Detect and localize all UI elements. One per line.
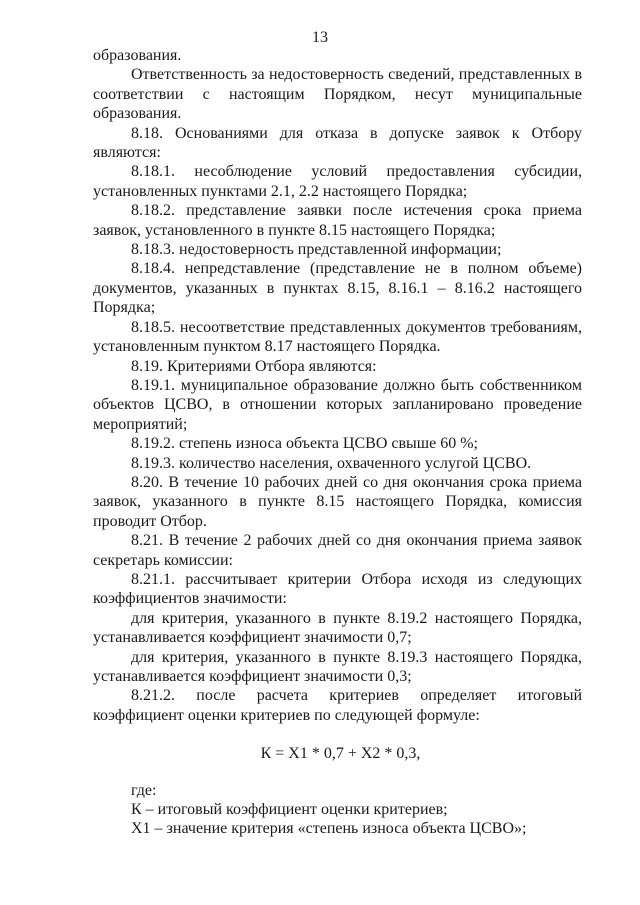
paragraph: К – итоговый коэффициент оценки критериев; [131,801,448,819]
paragraph: где: [131,781,157,799]
paragraph: Х1 – значение критерия «степень износа объекта ЦСВО»; [131,820,527,838]
paragraph: 8.21.1. рассчитывает критерии Отбора исходя из следующих коэффициентов значимости: [93,570,582,608]
paragraph: 8.19. Критериями Отбора являются: [131,357,377,375]
paragraph: 8.21.2. после расчета критериев определяет итоговый коэффициент оценки критериев по следующей формуле: [93,687,582,724]
paragraph: 8.19.1. муниципальное образование должно быть собственником объектов ЦСВО, в отношении которых запланировано проведение мероприятий; [93,376,582,433]
paragraph: 8.18.2. представление заявки после истечения срока приема заявок, установленного в пункте 8.15 настоящего Порядка; [93,202,582,239]
paragraph: Ответственность за недостоверность сведений, представленных в соответствии с настоящим Порядком, несут муниципальные образования. [93,66,582,123]
paragraph: 8.18.5. несоответствие представленных документов требованиям, установленным пунктом 8.17 настоящего Порядка. [93,318,582,356]
paragraph: 8.19.2. степень износа объекта ЦСВО свыше 60 %; [131,435,478,453]
paragraph: образования. [93,47,182,64]
paragraph: 8.18.1. несоблюдение условий предоставления субсидии, установленных пунктами 2.1, 2.2 настоящего Порядка; [93,163,582,200]
paragraph: для критерия, указанного в пункте 8.19.2 настоящего Порядка, устанавливается коэффициент значимости 0,7; [93,609,582,647]
paragraph: 8.19.3. количество населения, охваченного услугой ЦСВО. [131,454,532,472]
paragraph: 8.18.4. непредставление (представление не в полном объеме) документов, указанных в пунктах 8.15, 8.16.1 – 8.16.2 настоящего Порядка; [93,260,582,317]
formula: К = Х1 * 0,7 + Х2 * 0,3, [260,745,421,763]
paragraph: 8.18. Основаниями для отказа в допуске заявок к Отбору являются: [93,124,582,162]
paragraph: 8.20. В течение 10 рабочих дней со дня окончания срока приема заявок, указанного в пункте 8.15 настоящего Порядка, комиссия проводит Отбор. [93,473,582,530]
paragraph: 8.21. В течение 2 рабочих дней со дня окончания приема заявок секретарь комиссии: [93,532,582,569]
page-number: 13 [312,29,328,46]
paragraph: для критерия, указанного в пункте 8.19.3 настоящего Порядка, устанавливается коэффициент значимости 0,3; [93,648,582,685]
paragraph: 8.18.3. недостоверность представленной информации; [131,241,502,259]
document-body [93,46,582,839]
